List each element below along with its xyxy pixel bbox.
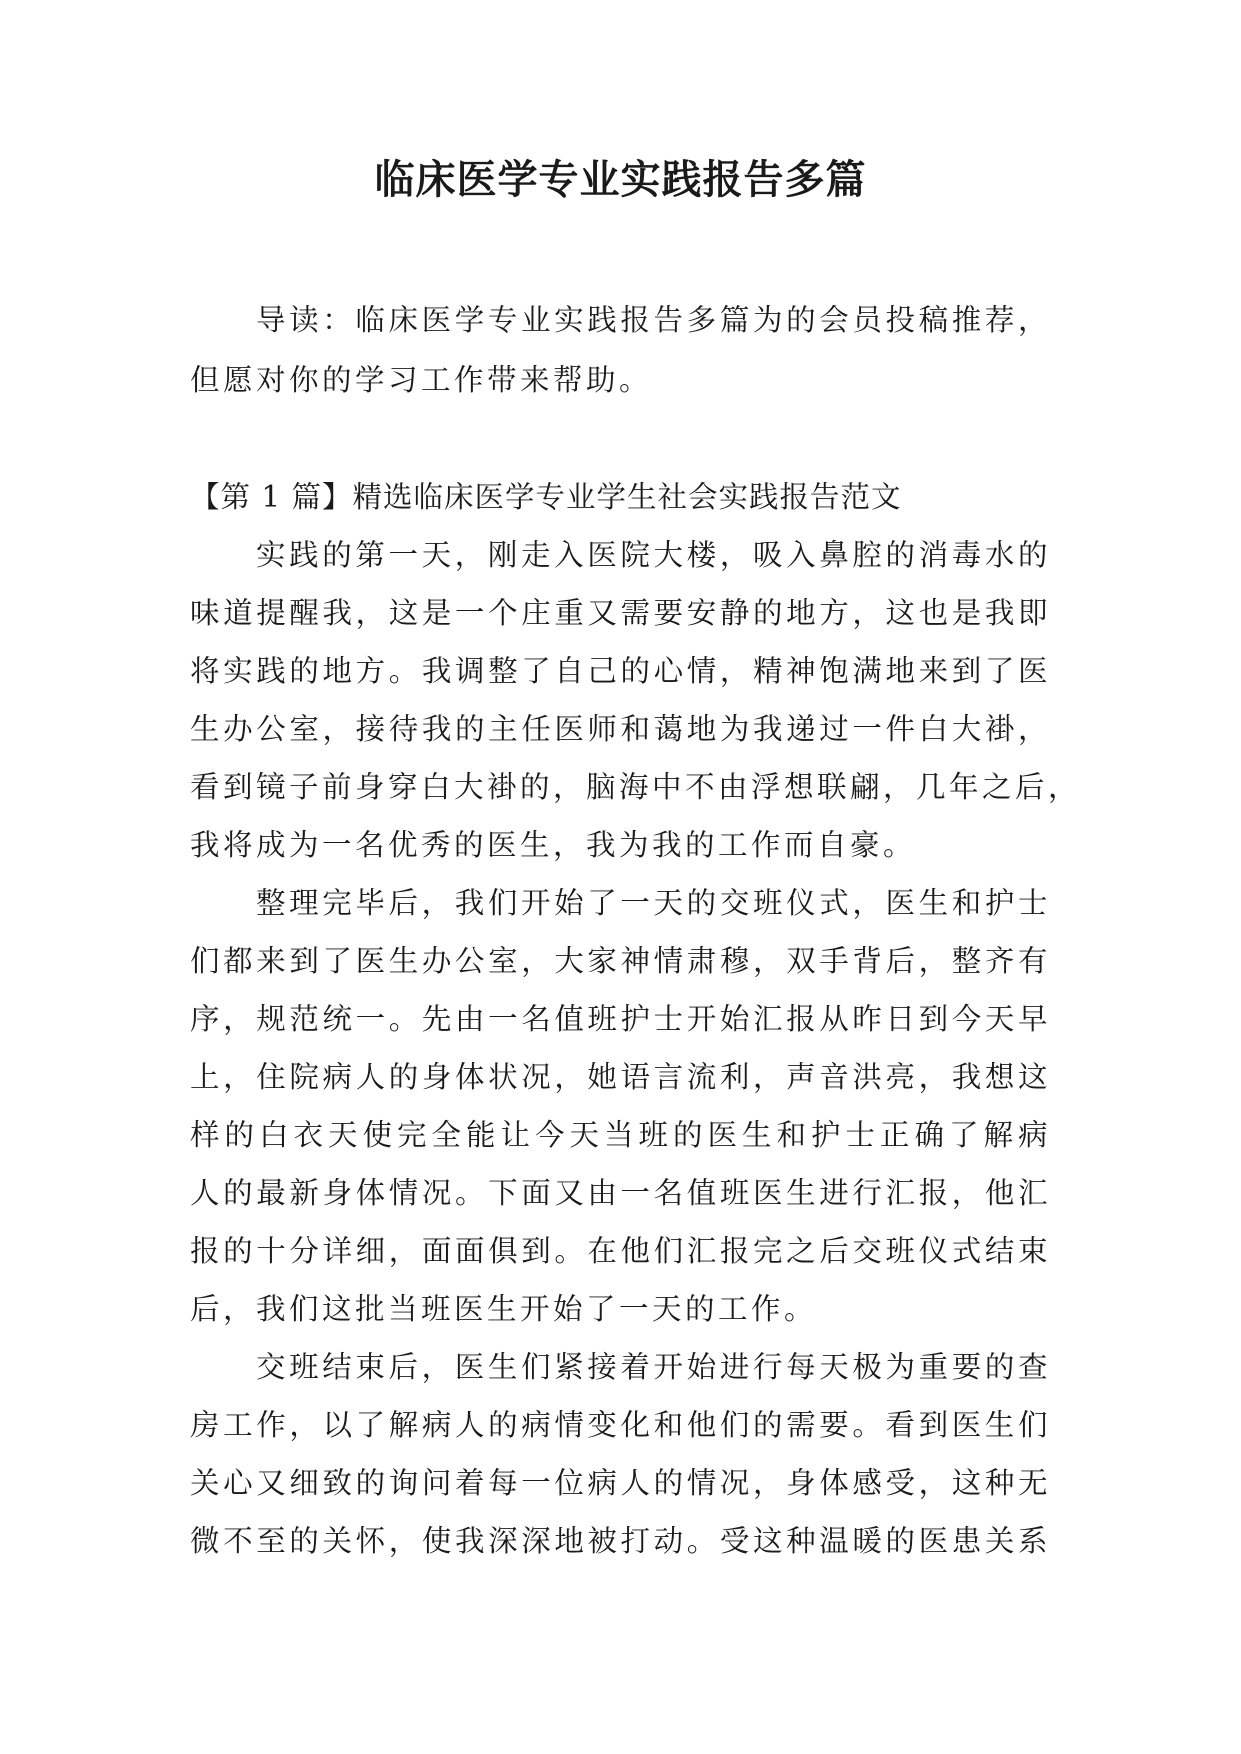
paragraph-line: 整理完毕后，我们开始了一天的交班仪式，医生和护士 <box>256 886 1051 920</box>
paragraph-line: 后，我们这批当班医生开始了一天的工作。 <box>190 1292 818 1326</box>
paragraph-line: 上，住院病人的身体状况，她语言流利，声音洪亮，我想这 <box>190 1060 1051 1094</box>
paragraph-line: 房工作，以了解病人的病情变化和他们的需要。看到医生们 <box>190 1408 1051 1442</box>
paragraph-line: 人的最新身体情况。下面又由一名值班医生进行汇报，他汇 <box>190 1176 1051 1210</box>
body-paragraph <box>190 1338 1051 1570</box>
paragraph-line: 我将成为一名优秀的医生，我为我的工作而自豪。 <box>190 828 917 862</box>
paragraph-line: 关心又细致的询问着每一位病人的情况，身体感受，这种无 <box>190 1466 1051 1500</box>
document-title: 临床医学专业实践报告多篇 <box>374 157 867 203</box>
paragraph-line: 们都来到了医生办公室，大家神情肃穆，双手背后，整齐有 <box>190 944 1051 978</box>
paragraph-line: 实践的第一天，刚走入医院大楼，吸入鼻腔的消毒水的 <box>256 538 1051 572</box>
section-heading: 【第 1 篇】精选临床医学专业学生社会实践报告范文 <box>190 480 902 514</box>
intro-block <box>190 290 1051 410</box>
paragraph-line: 味道提醒我，这是一个庄重又需要安静的地方，这也是我即 <box>190 596 1051 630</box>
paragraph-line: 交班结束后，医生们紧接着开始进行每天极为重要的查 <box>256 1350 1051 1384</box>
paragraph-line: 样的白衣天使完全能让今天当班的医生和护士正确了解病 <box>190 1118 1051 1152</box>
paragraph-line: 生办公室，接待我的主任医师和蔼地为我递过一件白大褂， <box>190 712 1051 746</box>
paragraph-line: 将实践的地方。我调整了自己的心情，精神饱满地来到了医 <box>190 654 1051 688</box>
paragraph-line: 看到镜子前身穿白大褂的，脑海中不由浮想联翩，几年之后， <box>190 770 1082 804</box>
section-1 <box>190 468 1082 1570</box>
body-paragraph <box>190 526 1082 874</box>
paragraph-line: 微不至的关怀，使我深深地被打动。受这种温暖的医患关系 <box>190 1524 1051 1558</box>
intro-line: 但愿对你的学习工作带来帮助。 <box>190 363 653 397</box>
paragraph-line: 报的十分详细，面面俱到。在他们汇报完之后交班仪式结束 <box>190 1234 1051 1268</box>
intro-line: 导读：临床医学专业实践报告多篇为的会员投稿推荐， <box>256 303 1051 337</box>
paragraph-line: 序，规范统一。先由一名值班护士开始汇报从昨日到今天早 <box>190 1002 1051 1036</box>
body-paragraph <box>190 874 1051 1338</box>
intro-paragraph <box>190 290 1051 410</box>
